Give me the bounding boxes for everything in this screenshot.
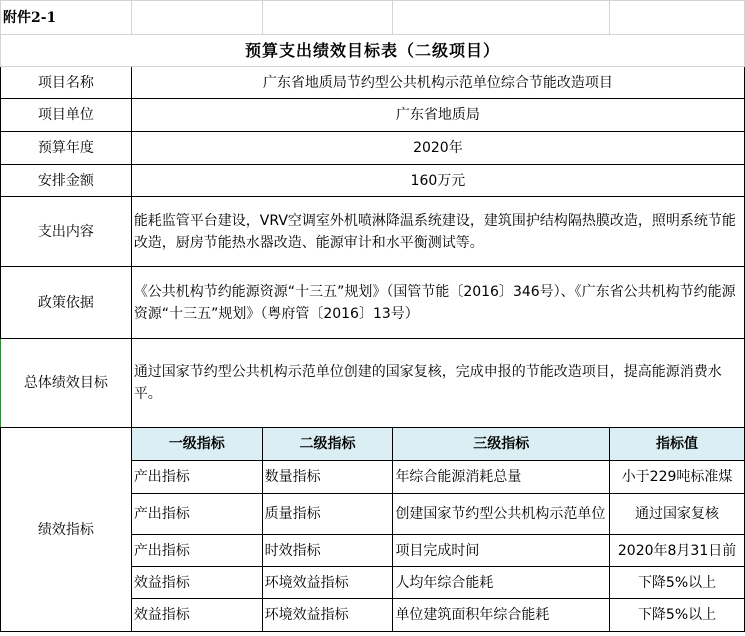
indicator-value: 下降5%以上 bbox=[610, 567, 745, 599]
header-value: 指标值 bbox=[610, 428, 745, 461]
indicator-level1: 产出指标 bbox=[131, 535, 262, 567]
amount-value: 160万元 bbox=[131, 165, 744, 197]
header-level2: 二级指标 bbox=[262, 428, 393, 461]
amount-label: 安排金额 bbox=[1, 165, 132, 197]
indicator-value: 下降5%以上 bbox=[610, 599, 745, 632]
empty-cell bbox=[610, 1, 745, 35]
budget-year-value: 2020年 bbox=[131, 132, 744, 165]
project-name-label: 项目名称 bbox=[1, 67, 132, 99]
table-title: 预算支出绩效目标表（二级项目） bbox=[1, 35, 745, 67]
policy-value: 《公共机构节约能源资源“十三五”规划》（国管节能〔2016〕346号）、《广东省公共机构节约能源资源“十三五”规划》（粤府管〔2016〕13号） bbox=[131, 267, 744, 339]
project-unit-label: 项目单位 bbox=[1, 99, 132, 132]
indicator-level2: 环境效益指标 bbox=[262, 567, 393, 599]
indicator-level2: 数量指标 bbox=[262, 461, 393, 494]
indicator-level1: 效益指标 bbox=[131, 599, 262, 632]
empty-cell bbox=[393, 1, 610, 35]
policy-label: 政策依据 bbox=[1, 267, 132, 339]
indicator-value: 2020年8月31日前 bbox=[610, 535, 745, 567]
empty-cell bbox=[131, 1, 262, 35]
indicator-level1: 产出指标 bbox=[131, 461, 262, 494]
attachment-label: 附件2-1 bbox=[1, 1, 132, 35]
empty-cell bbox=[262, 1, 393, 35]
project-unit-value: 广东省地质局 bbox=[131, 99, 744, 132]
indicator-level1: 产出指标 bbox=[131, 494, 262, 535]
content-label: 支出内容 bbox=[1, 197, 132, 267]
project-name-value: 广东省地质局节约型公共机构示范单位综合节能改造项目 bbox=[131, 67, 744, 99]
indicator-level3: 单位建筑面积年综合能耗 bbox=[393, 599, 610, 632]
overall-goal-value: 通过国家节约型公共机构示范单位创建的国家复核，完成申报的节能改造项目，提高能源消费水平。 bbox=[131, 339, 744, 428]
header-level3: 三级指标 bbox=[393, 428, 610, 461]
indicators-label: 绩效指标 bbox=[1, 428, 132, 632]
indicator-level2: 时效指标 bbox=[262, 535, 393, 567]
indicator-level3: 年综合能源消耗总量 bbox=[393, 461, 610, 494]
indicator-value: 小于229吨标准煤 bbox=[610, 461, 745, 494]
indicator-value: 通过国家复核 bbox=[610, 494, 745, 535]
overall-goal-label: 总体绩效目标 bbox=[1, 339, 132, 428]
budget-year-label: 预算年度 bbox=[1, 132, 132, 165]
indicator-level2: 质量指标 bbox=[262, 494, 393, 535]
header-level1: 一级指标 bbox=[131, 428, 262, 461]
indicator-level3: 创建国家节约型公共机构示范单位 bbox=[393, 494, 610, 535]
indicator-level3: 项目完成时间 bbox=[393, 535, 610, 567]
indicator-level2: 环境效益指标 bbox=[262, 599, 393, 632]
indicator-level1: 效益指标 bbox=[131, 567, 262, 599]
content-value: 能耗监管平台建设，VRV空调室外机喷淋降温系统建设，建筑围护结构隔热膜改造，照明系统节能改造，厨房节能热水器改造、能源审计和水平衡测试等。 bbox=[131, 197, 744, 267]
indicator-level3: 人均年综合能耗 bbox=[393, 567, 610, 599]
